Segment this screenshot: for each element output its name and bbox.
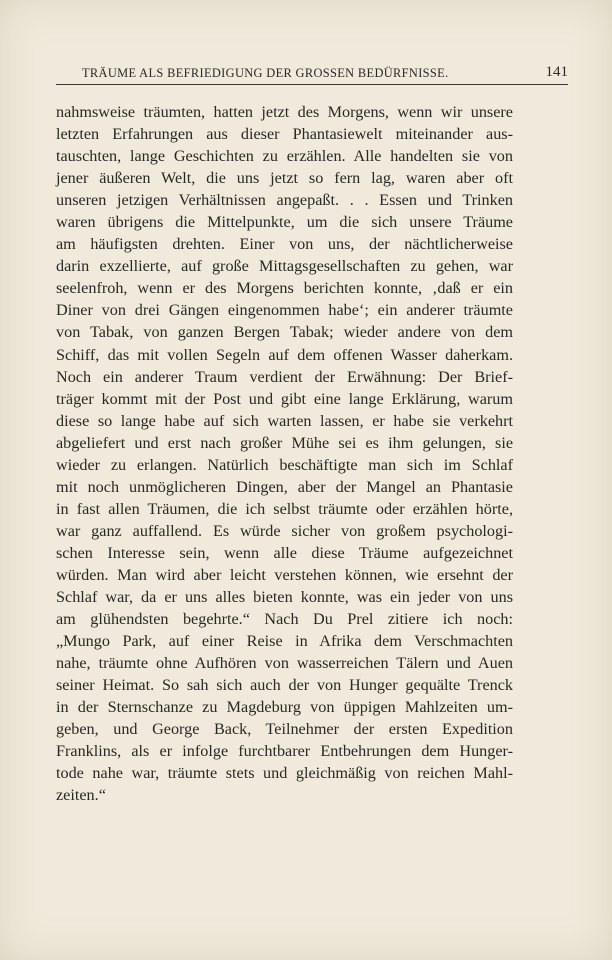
text-line: am häufigsten drehten. Einer von uns, der nächtlicherweise [56, 235, 513, 254]
text-line: diese so lange habe auf sich warten lassen, er habe sie verkehrt [56, 411, 513, 430]
text-line: geben, und George Back, Teilnehmer der ersten Expedition [56, 720, 513, 739]
text-line: würden. Man wird aber leicht verstehen können, wie ersehnt der [56, 565, 513, 584]
running-head [56, 64, 568, 85]
text-line: träger kommt mit der Post und gibt eine lange Erklärung, warum [56, 389, 513, 408]
text-line: tode nahe war, träumte stets und gleichmäßig von reichen Mahl- [56, 764, 513, 783]
text-line: nahe, träumte ohne Aufhören von wasserreichen Tälern und Auen [56, 654, 513, 673]
text-line: seiner Heimat. So sah sich auch der von Hunger gequälte Trenck [56, 676, 513, 695]
text-line: von Tabak, von ganzen Bergen Tabak; wieder andere von dem [56, 323, 513, 342]
text-line: schen Interesse sein, wenn alle diese Träume aufgezeichnet [56, 543, 513, 562]
text-line: in fast allen Träumen, die ich selbst träumte oder erzählen hörte, [56, 499, 513, 518]
text-line: nahmsweise träumten, hatten jetzt des Morgens, wenn wir unsere [56, 103, 513, 121]
text-line: tauschten, lange Geschichten zu erzählen. Alle handelten sie von [56, 147, 513, 166]
text-line: unseren jetzigen Verhältnissen angepaßt. . . Essen und Trinken [56, 191, 513, 210]
running-title: TRÄUME ALS BEFRIEDIGUNG DER GROSSEN BEDÜRFNISSE. [82, 66, 449, 80]
text-line: seelenfroh, wenn er des Morgens berichten konnte, ‚daß er ein [56, 279, 513, 298]
text-line: abgeliefert und erst nach großer Mühe sei es ihm gelungen, sie [56, 433, 513, 452]
text-line: waren übrigens die Mittelpunkte, um die sich unsere Träume [56, 213, 513, 232]
page-number: 141 [545, 64, 568, 80]
text-line: in der Sternschanze zu Magdeburg von üppigen Mahlzeiten um- [56, 698, 513, 717]
text-line: „Mungo Park, auf einer Reise in Afrika dem Verschmachten [56, 632, 513, 651]
text-line: war ganz auffallend. Es würde sicher von großem psychologi- [56, 521, 513, 540]
text-line: Schlaf war, da er uns alles bieten konnte, was ein jeder von uns [56, 588, 513, 607]
text-line: Franklins, als er infolge furchtbarer Entbehrungen dem Hunger- [56, 742, 513, 761]
text-line: am glühendsten begehrte.“ Nach Du Prel zitiere ich noch: [56, 610, 513, 629]
text-line: darin exzellierte, auf große Mittagsgesellschaften zu gehen, war [56, 257, 513, 276]
text-line: jener äußeren Welt, die uns jetzt so fern lag, waren aber oft [56, 169, 513, 188]
text-line: wieder zu erlangen. Natürlich beschäftigte man sich im Schlaf [56, 455, 513, 474]
text-line: letzten Erfahrungen aus dieser Phantasiewelt miteinander aus- [56, 125, 513, 144]
body-text [56, 101, 513, 807]
text-line: Schiff, das mit vollen Segeln auf dem offenen Wasser daherkam. [56, 345, 513, 364]
text-line: mit noch unmöglicheren Dingen, aber der Mangel an Phantasie [56, 477, 513, 496]
text-line: Diner von drei Gängen eingenommen habe‘; ein anderer träumte [56, 301, 513, 320]
text-line: Noch ein anderer Traum verdient der Erwähnung: Der Brief- [56, 367, 513, 386]
text-line: zeiten.“ [56, 786, 106, 805]
